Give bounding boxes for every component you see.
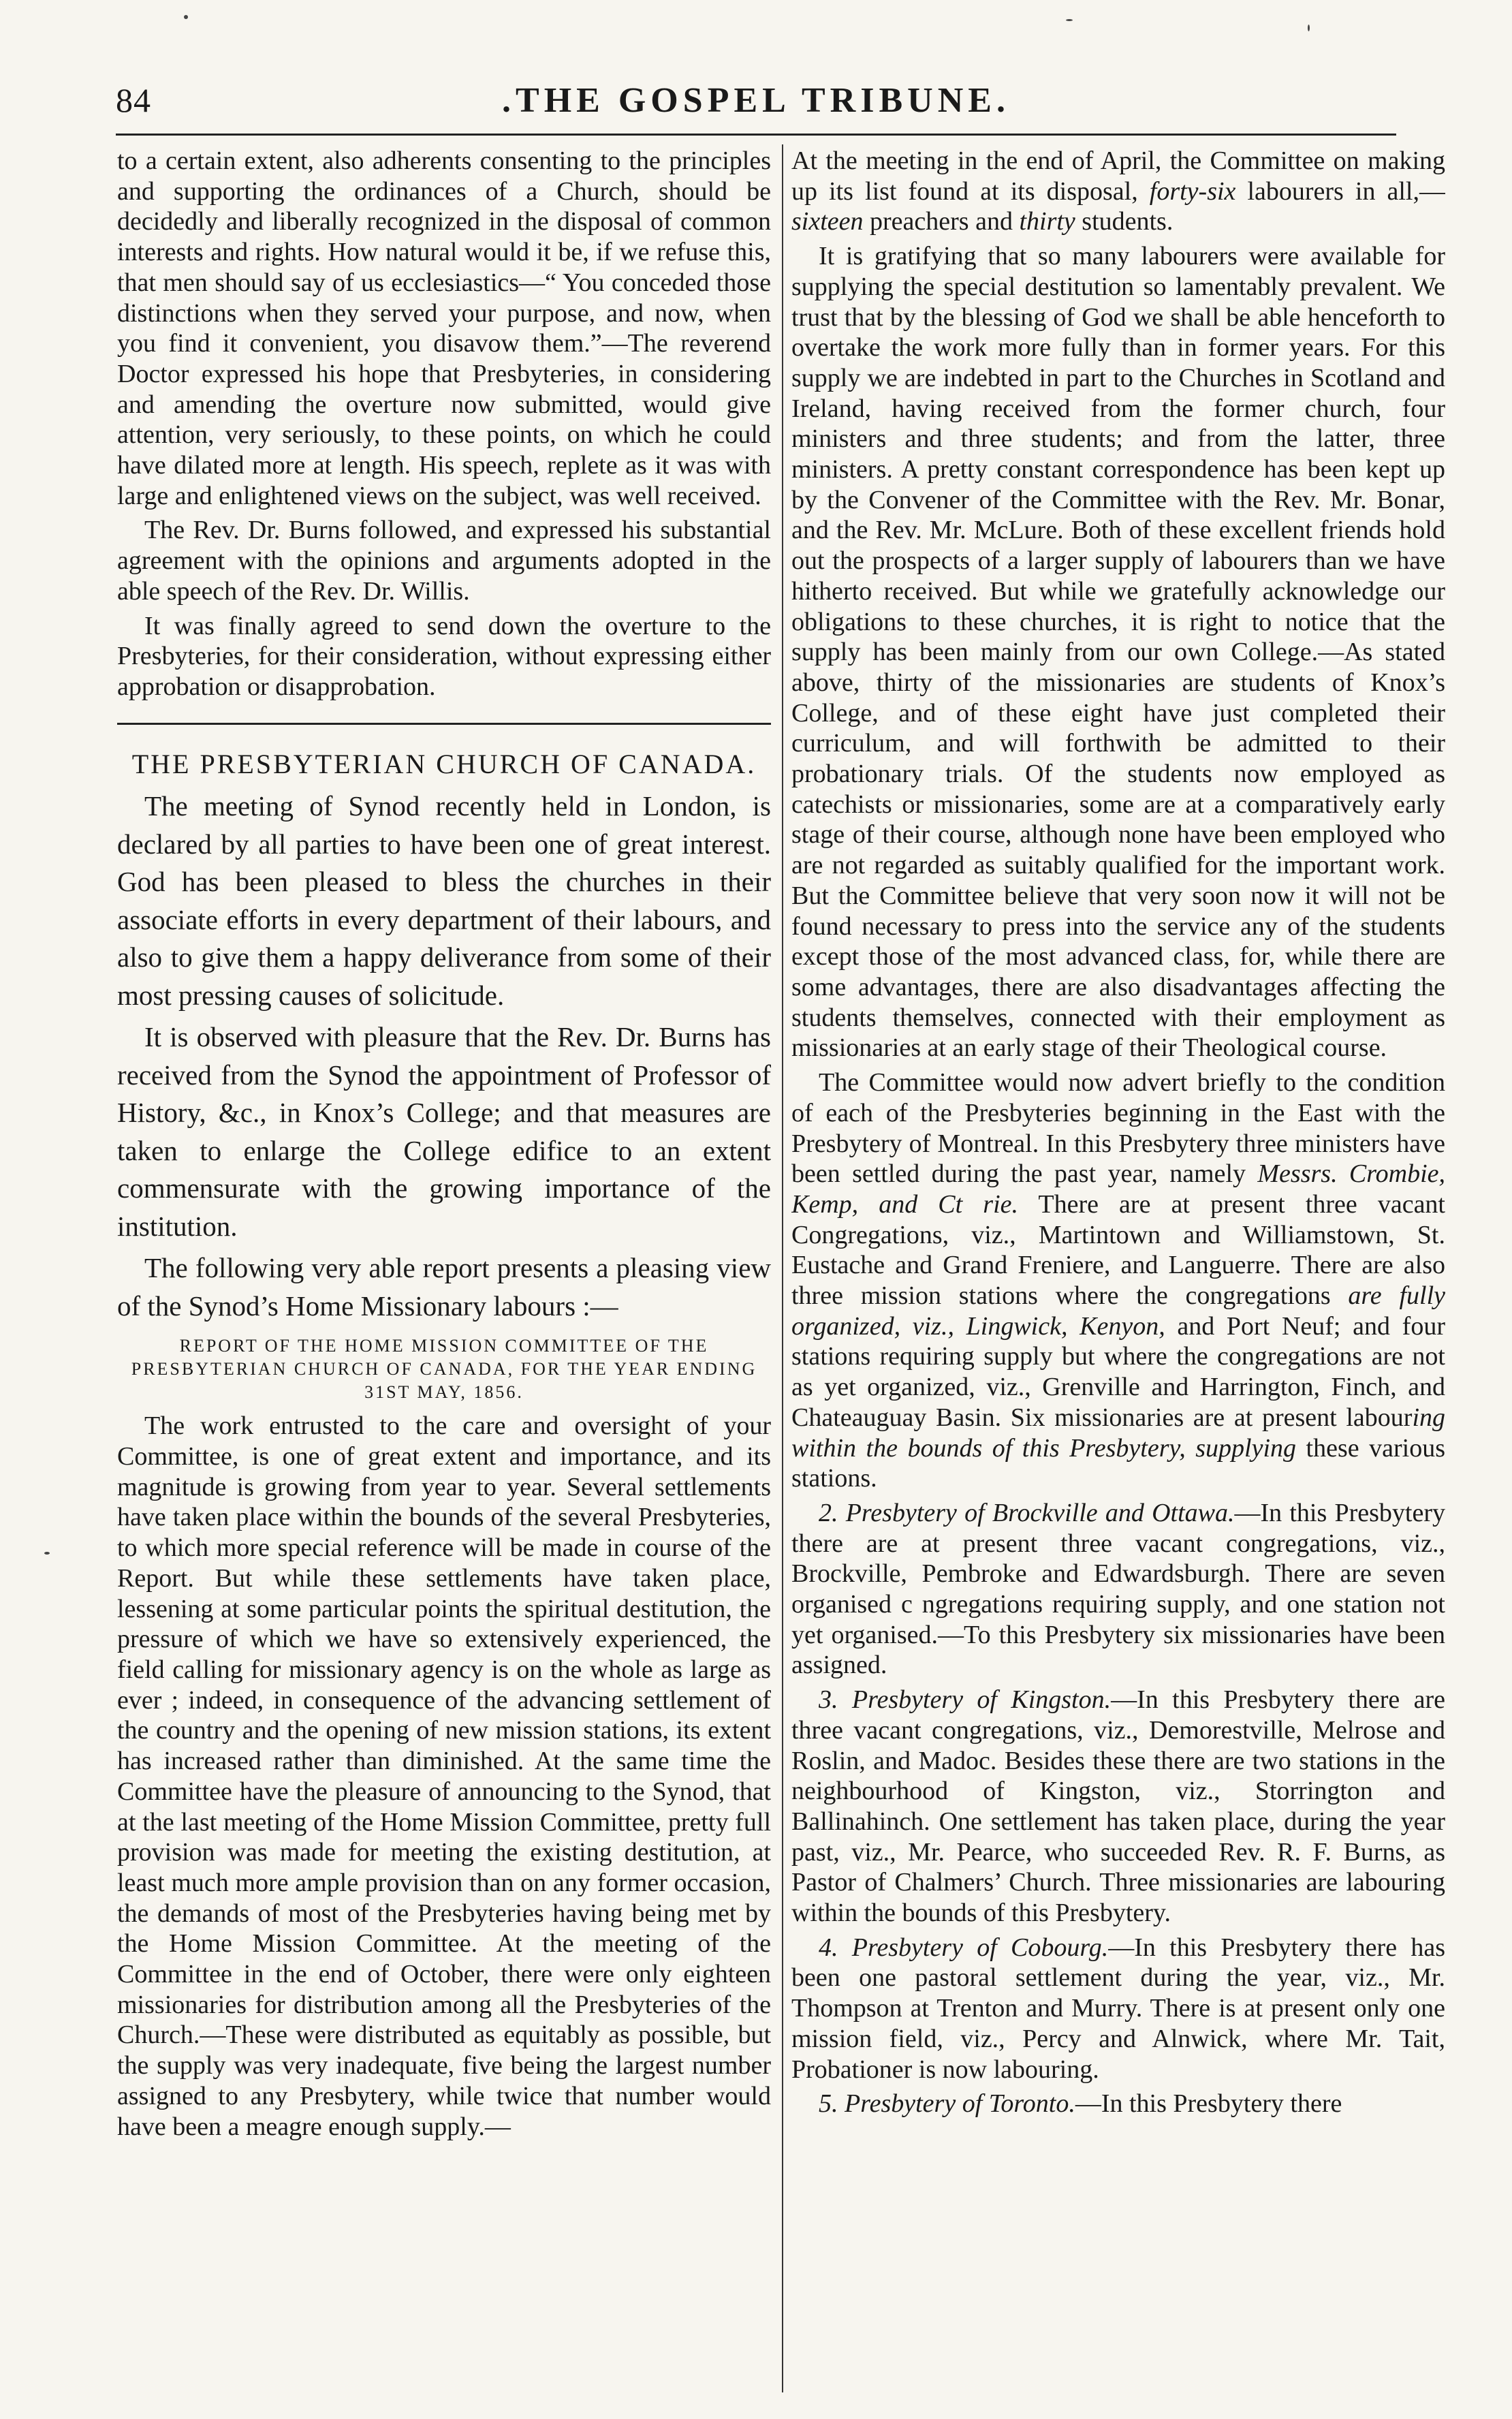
italic-text: are fully organized, viz., Lingwick, Kenyon,	[791, 1281, 1445, 1341]
column-divider	[782, 144, 783, 2392]
paragraph: The following very able report presents a pleasing view of the Synod’s Home Missionary labours :—	[117, 1252, 771, 1322]
paragraph: The Rev. Dr. Burns followed, and expressed his substantial agreement with the opinions and arguments adopted in the able speech of the Rev. Dr. Willis.	[117, 516, 771, 606]
italic-text: thirty	[1019, 207, 1075, 236]
page-number: 84	[116, 81, 151, 119]
header-rule	[116, 134, 1396, 136]
paragraph	[791, 2089, 1445, 2119]
italic-text: ing within the bounds of this Presbytery, supplying	[791, 1403, 1445, 1463]
italic-text: Messrs. Crombie, Kemp, and Ct rie.	[791, 1159, 1445, 1219]
text-run: The Committee would now advert briefly to the condition of each of the Presbyteries beginning in the East with the Presbytery of Montreal. In this Presbytery three ministers have been settled during the past year, namely	[791, 1068, 1445, 1189]
paragraph: It was finally agreed to send down the overture to the Presbyteries, for their consideration, without expressing either approbation or disapprobation.	[117, 611, 771, 701]
italic-text: 5. Presbytery of Toronto.	[819, 2089, 1075, 2119]
text-run: —In this Presbytery there are three vacant congregations, viz., Demorestville, Melrose and Roslin, and Madoc. Besides these there are two stations in the neighbourhood of Kingston, viz., Storrington and Ballinahinch. One settlement has taken place, during the year past, viz., Mr. Pearce, who succeeded Rev. R. F. Burns, as Pastor of Chalmers’ Church. Three missionaries are labouring within the bounds of this Presbytery.	[791, 1685, 1445, 1928]
section-heading: THE PRESBYTERIAN CHURCH OF CANADA.	[131, 748, 757, 779]
paragraph	[791, 1685, 1445, 1929]
page-header	[116, 80, 1396, 128]
text-run: labourers in all,—	[1235, 176, 1445, 206]
text-run: preachers and	[863, 207, 1020, 236]
text-run: At the meeting in the end of April, the Committee on making up its list found at its disposal,	[791, 146, 1445, 206]
running-title: .THE GOSPEL TRIBUNE.	[502, 81, 1010, 120]
print-speck	[1308, 25, 1310, 31]
paragraph	[791, 1933, 1445, 2085]
text-run: —In this Presbytery there	[1075, 2089, 1342, 2119]
print-speck	[1066, 19, 1073, 21]
text-run: There are at present three vacant Congregations, viz., Martintown and Williamstown, St. Eustache and Grand Freniere, and Languerre. There are also three mission stations where the congregations	[791, 1189, 1445, 1311]
italic-text: 4. Presbytery of Cobourg.	[819, 1933, 1109, 1962]
paragraph: to a certain extent, also adherents consenting to the principles and supporting the ordinances of a Church, should be decidedly and liberally recognized in the disposal of common interests and rights. How natural would it be, if we refuse this, that men should say of us ecclesiastics—“ You conceded those distinctions when they served your purpose, and now, when you find it convenient, you disavow them.”—The reverend Doctor expressed his hope that Presbyteries, in considering and amending the overture now submitted, would give attention, very seriously, to these points, on which he could have dilated more at length. His speech, replete as it was with large and enlightened views on the subject, was well received.	[117, 146, 771, 510]
text-run: these various stations.	[791, 1433, 1445, 1493]
paragraph	[791, 1498, 1445, 1681]
report-title: REPORT OF THE HOME MISSION COMMITTEE OF THE PRESBYTERIAN CHURCH OF CANADA, FOR THE YEAR ENDING 31ST MAY, 1856.	[131, 1336, 757, 1403]
paragraph: It is gratifying that so many labourers were available for supplying the special destitution so lamentably prevalent. We trust that by the blessing of God we shall be able henceforth to overtake the work more fully than in former years. For this supply we are indebted in part to the Churches in Scotland and Ireland, having received from the former church, four ministers and three students; and from the latter, three ministers. A pretty constant correspondence has been kept up by the Convener of the Committee with the Rev. Mr. Bonar, and the Rev. Mr. McLure. Both of these excellent friends hold out the prospects of a larger supply of labourers than we have hitherto received. But while we gratefully acknowledge our obligations to these churches, it is right to notice that the supply has been mainly from our own College.—As stated above, thirty of the missionaries are students of Knox’s College, and of these eight have just completed their curriculum, and will forthwith be admitted to their probationary trials. Of the students now employed as catechists or missionaries, some are at a comparatively early stage of their course, although none have been employed who are not regarded as suitably qualified for the important work. But the Committee believe that very soon now it will not be found necessary to press into the service any of the students except those of the most advanced class, for, while there are some advantages, there are also disadvantages affecting the students themselves, connected with their employment as missionaries at an early stage of their Theological course.	[791, 242, 1445, 1063]
text-run: —In this Presbytery there has been one pastoral settlement during the year, viz., Mr. Thompson at Trenton and Murry. There is at present only one mission field, viz., Percy and Alnwick, where Mr. Tait, Probationer is now labouring.	[791, 1933, 1445, 2084]
right-column	[791, 146, 1445, 2387]
paragraph: It is observed with pleasure that the Rev. Dr. Burns has received from the Synod the appointment of Professor of History, &c., in Knox’s College; and that measures are taken to enlarge the College edifice to an extent commensurate with the growing importance of the institution.	[117, 1021, 771, 1242]
section-divider	[117, 723, 771, 725]
italic-text: sixteen	[791, 207, 864, 236]
paragraph: The work entrusted to the care and oversight of your Committee, is one of great extent and importance, and its magnitude is growing from year to year. Several settlements have taken place within the bounds of the several Presbyteries, to which more special reference will be made in course of the Report. But while these settlements have taken place, lessening at some particular points the spiritual destitution, the pressure of which we have so extensively experienced, the field calling for missionary agency is on the whole as large as ever ; indeed, in consequence of the advancing settlement of the country and the opening of new mission stations, its extent has increased rather than diminished. At the same time the Committee have the pleasure of announcing to the Synod, that at the last meeting of the Home Mission Committee, pretty full provision was made for meeting the existing destitution, at least much more ample provision than on any former occasion, the demands of most of the Presbyteries having being met by the Home Mission Committee. At the meeting of the Committee in the end of October, there were only eighteen missionaries for distribution among all the Presbyteries of the Church.—These were distributed as equitably as possible, but the supply was very inadequate, five being the largest number assigned to any Presbytery, while twice that number would have been a meagre enough supply.—	[117, 1411, 771, 2141]
paragraph	[791, 1067, 1445, 1494]
print-speck	[184, 15, 188, 19]
paragraph: The meeting of Synod recently held in London, is declared by all parties to have been one of great interest. God has been pleased to bless the churches in their associate efforts in every department of their labours, and also to give them a happy deliverance from some of their most pressing causes of solicitude.	[117, 790, 771, 1011]
text-run: and Port Neuf; and four stations requiring supply but where the congregations are not as yet organized, viz., Grenville and Harrington, Finch, and Chateauguay Basin. Six missionaries are at present labour	[791, 1311, 1445, 1432]
text-run: —In this Presbytery there are at present three vacant congregations, viz., Brockville, Pembroke and Edwardsburgh. There are seven organised c ngregations requiring supply, and one station not yet organised.—To this Presbytery six missionaries have been assigned.	[791, 1498, 1445, 1680]
italic-text: 2. Presbytery of Brockville and Ottawa.	[819, 1498, 1235, 1527]
text-run: students.	[1075, 207, 1174, 236]
paragraph	[791, 146, 1445, 237]
print-speck	[44, 1552, 50, 1555]
left-column	[117, 146, 771, 2387]
italic-text: 3. Presbytery of Kingston.	[819, 1685, 1112, 1715]
italic-text: forty-six	[1149, 176, 1236, 206]
